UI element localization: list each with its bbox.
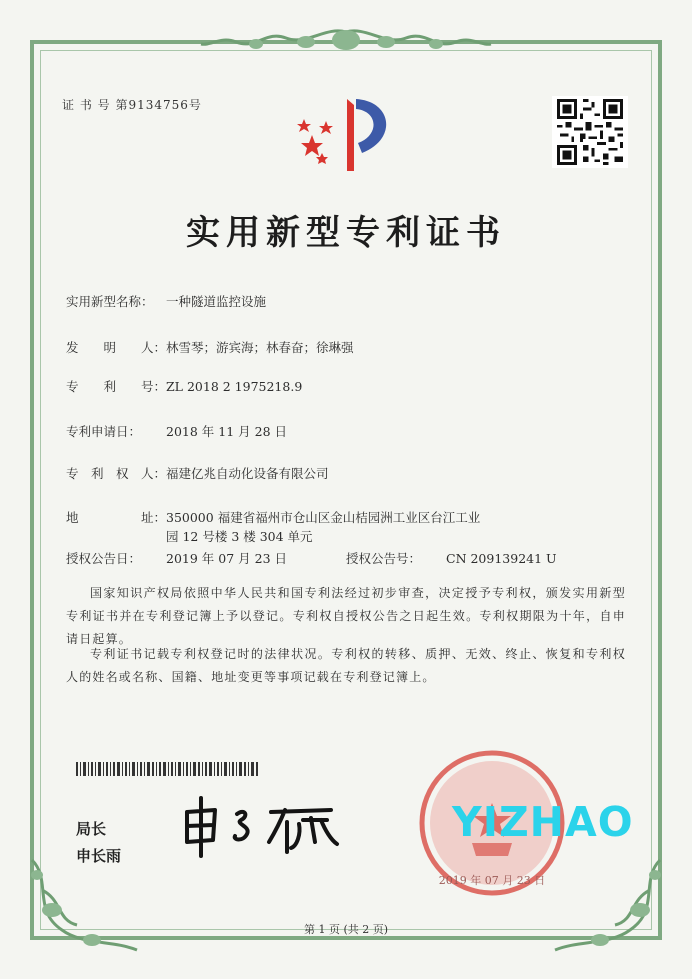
address-row-2 [66,527,313,545]
qr-code-icon [552,96,628,168]
grant-date-label: 授权公告日： [66,551,142,566]
barcode-icon [76,762,258,776]
grant-number-row [346,549,557,567]
utility-model-name-row [66,292,266,310]
patent-number-label: 专 利 号： [66,379,167,394]
patentee-row [66,464,329,482]
bottom-left-ornament-icon [22,850,142,960]
address-line-2: 园 12 号楼 3 楼 304 单元 [166,529,313,544]
application-date-value: 2018 年 11 月 28 日 [166,424,287,439]
patent-number-value: ZL 2018 2 1975218.9 [166,379,303,394]
address-label: 地 址： [66,510,167,525]
inventor-label: 发 明 人： [66,340,167,355]
utility-model-name-label: 实用新型名称： [66,294,154,309]
address-row [66,508,480,526]
patentee-value: 福建亿兆自动化设备有限公司 [166,466,329,481]
grant-date-value: 2019 年 07 月 23 日 [166,551,287,566]
grant-date-row [66,549,287,567]
paragraph-legal-status: 专利证书记载专利权登记时的法律状况。专利权的转移、质押、无效、终止、恢复和专利权人的姓名或名称、国籍、地址变更等事项记载在专利登记簿上。 [66,647,626,684]
inventor-value: 林雪琴；游宾海；林春奋；徐琳强 [166,340,354,355]
application-date-label: 专利申请日： [66,424,142,439]
patentee-label: 专 利 权 人： [66,466,167,481]
patent-number-row [66,377,302,395]
grant-number-value: CN 209139241 U [446,551,557,566]
certificate-title: 实用新型专利证书 [186,213,506,253]
top-ornament-icon [196,24,496,64]
seal-date: 2019 年 07 月 23 日 [438,874,546,887]
paragraph-grant-decision: 国家知识产权局依照中华人民共和国专利法经过初步审查，决定授予专利权，颁发实用新型专利证书并在专利登记簿上予以登记。专利权自授权公告之日起生效。专利权期限为十年，自申请日起算。 [66,586,626,646]
grant-number-label: 授权公告号： [346,551,422,566]
handwritten-signature-icon [175,790,350,860]
application-date-row [66,422,287,440]
certificate-number: 证 书 号 第9134756号 [62,98,202,112]
utility-model-name-value: 一种隧道监控设施 [166,294,267,309]
director-name: 申长雨 [76,847,122,865]
yizhao-watermark: YIZHAO [452,798,634,846]
address-line-1: 350000 福建省福州市仓山区金山桔园洲工业区台江工业 [166,510,481,525]
page-footer: 第 1 页 (共 2 页) [303,923,389,936]
director-title: 局长 [76,820,107,838]
cnipa-logo-icon [292,95,404,175]
inventor-row [66,338,354,356]
